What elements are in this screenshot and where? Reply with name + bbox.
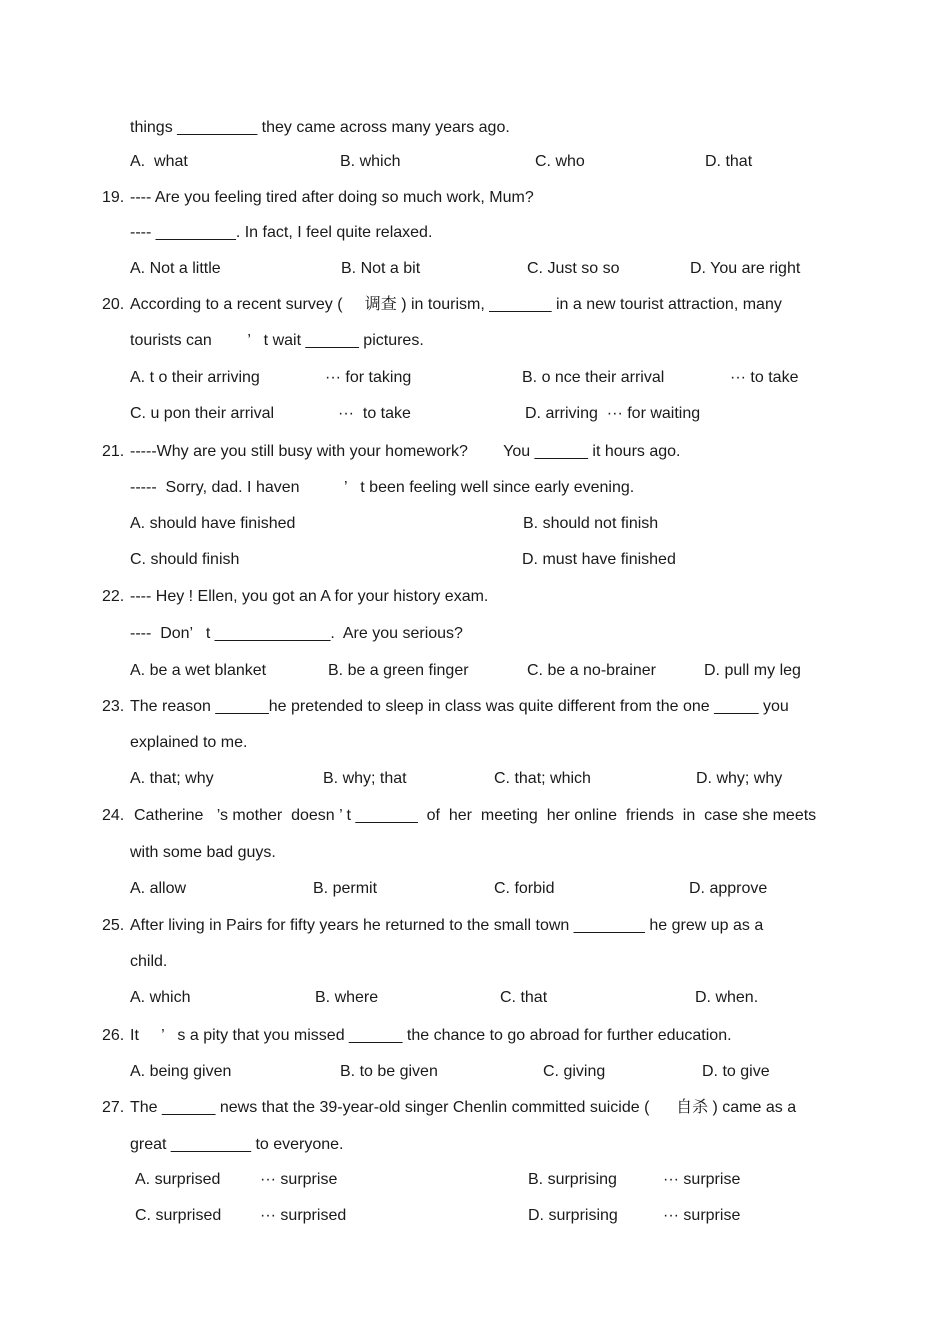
option-c: C. surprised	[135, 1207, 222, 1224]
option-c: C. should finish	[130, 551, 240, 568]
question-text-line: with some bad guys.	[130, 844, 276, 861]
question-text-line: ----- Sorry, dad. I haven ’ t been feeling well since early evening.	[130, 479, 635, 496]
option-d: D. surprising	[528, 1207, 618, 1224]
option-c: C. u pon their arrival	[130, 405, 275, 422]
option-d: D. You are right	[690, 260, 801, 277]
question-number: 26.	[102, 1027, 125, 1044]
option-c-part: ··· to take	[338, 405, 411, 422]
option-d: D. arriving ··· for waiting	[525, 405, 701, 422]
option-b: B. Not a bit	[341, 260, 421, 277]
option-c: C. that	[500, 989, 548, 1006]
option-b-part: ··· to take	[730, 369, 799, 386]
question-text-line: The ______ news that the 39-year-old singer Chenlin committed suicide ( 自杀 ) came as a	[130, 1099, 797, 1116]
option-a: A. allow	[130, 880, 187, 897]
option-c: C. forbid	[494, 880, 555, 897]
question-number: 21.	[102, 443, 125, 460]
option-a: A. t o their arriving	[130, 369, 260, 386]
option-b-part: ··· surprise	[663, 1171, 741, 1188]
question-text-line: explained to me.	[130, 734, 248, 751]
option-b: B. permit	[313, 880, 378, 897]
option-d-part: ··· surprise	[663, 1207, 741, 1224]
option-a: A. that; why	[130, 770, 214, 787]
question-text-line: Catherine ’s mother doesn ’ t _______ of her meeting her online friends in case she meets	[134, 807, 817, 824]
option-a: A. which	[130, 989, 191, 1006]
option-d: D. when.	[695, 989, 759, 1006]
option-d: D. pull my leg	[704, 662, 801, 679]
option-c-part: ··· surprised	[260, 1207, 347, 1224]
question-text-line: tourists can ’ t wait ______ pictures.	[130, 332, 424, 349]
option-b: B. o nce their arrival	[522, 369, 665, 386]
option-c: C. giving	[543, 1063, 606, 1080]
option-a: A. surprised	[135, 1171, 221, 1188]
question-text-line: After living in Pairs for fifty years he returned to the small town ________ he grew up as a	[130, 917, 764, 934]
option-d: D. approve	[689, 880, 768, 897]
question-number: 22.	[102, 588, 125, 605]
option-c: C. be a no-brainer	[527, 662, 656, 679]
option-b: B. where	[315, 989, 379, 1006]
question-text-line: The reason ______he pretended to sleep in class was quite different from the one _____ you	[130, 698, 789, 715]
option-d: D. that	[705, 153, 753, 170]
question-text-line: things _________ they came across many years ago.	[130, 119, 510, 136]
question-text-line: ---- Don’ t _____________. Are you serious?	[130, 625, 463, 642]
question-number: 24.	[102, 807, 125, 824]
option-d: D. must have finished	[522, 551, 676, 568]
question-number: 25.	[102, 917, 125, 934]
option-b: B. surprising	[528, 1171, 617, 1188]
option-b: B. should not finish	[523, 515, 659, 532]
question-number: 20.	[102, 296, 125, 313]
option-b: B. be a green finger	[328, 662, 469, 679]
option-d: D. to give	[702, 1063, 770, 1080]
question-text-line: ---- _________. In fact, I feel quite relaxed.	[130, 224, 433, 241]
option-c: C. that; which	[494, 770, 591, 787]
question-number: 23.	[102, 698, 125, 715]
question-text-line: It ’ s a pity that you missed ______ the chance to go abroad for further education.	[130, 1027, 732, 1044]
option-c: C. Just so so	[527, 260, 620, 277]
option-a: A. should have finished	[130, 515, 296, 532]
question-text-line: ---- Hey ! Ellen, you got an A for your history exam.	[130, 588, 489, 605]
option-d: D. why; why	[696, 770, 783, 787]
option-b: B. to be given	[340, 1063, 438, 1080]
option-c: C. who	[535, 153, 585, 170]
question-text-line: ---- Are you feeling tired after doing so much work, Mum?	[130, 189, 534, 206]
question-text-line: According to a recent survey ( 调查 ) in tourism, _______ in a new tourist attraction, many	[130, 296, 782, 313]
option-a-part: ··· for taking	[325, 369, 412, 386]
question-text-line: -----Why are you still busy with your homework? You ______ it hours ago.	[130, 443, 681, 460]
question-text-line: great _________ to everyone.	[130, 1136, 344, 1153]
option-a: A. Not a little	[130, 260, 221, 277]
question-number: 27.	[102, 1099, 125, 1116]
option-a-part: ··· surprise	[260, 1171, 338, 1188]
option-b: B. why; that	[323, 770, 407, 787]
option-a: A. be a wet blanket	[130, 662, 267, 679]
question-number: 19.	[102, 189, 125, 206]
option-a: A. being given	[130, 1063, 232, 1080]
option-b: B. which	[340, 153, 401, 170]
question-text-line: child.	[130, 953, 168, 970]
option-a: A. what	[130, 153, 188, 170]
